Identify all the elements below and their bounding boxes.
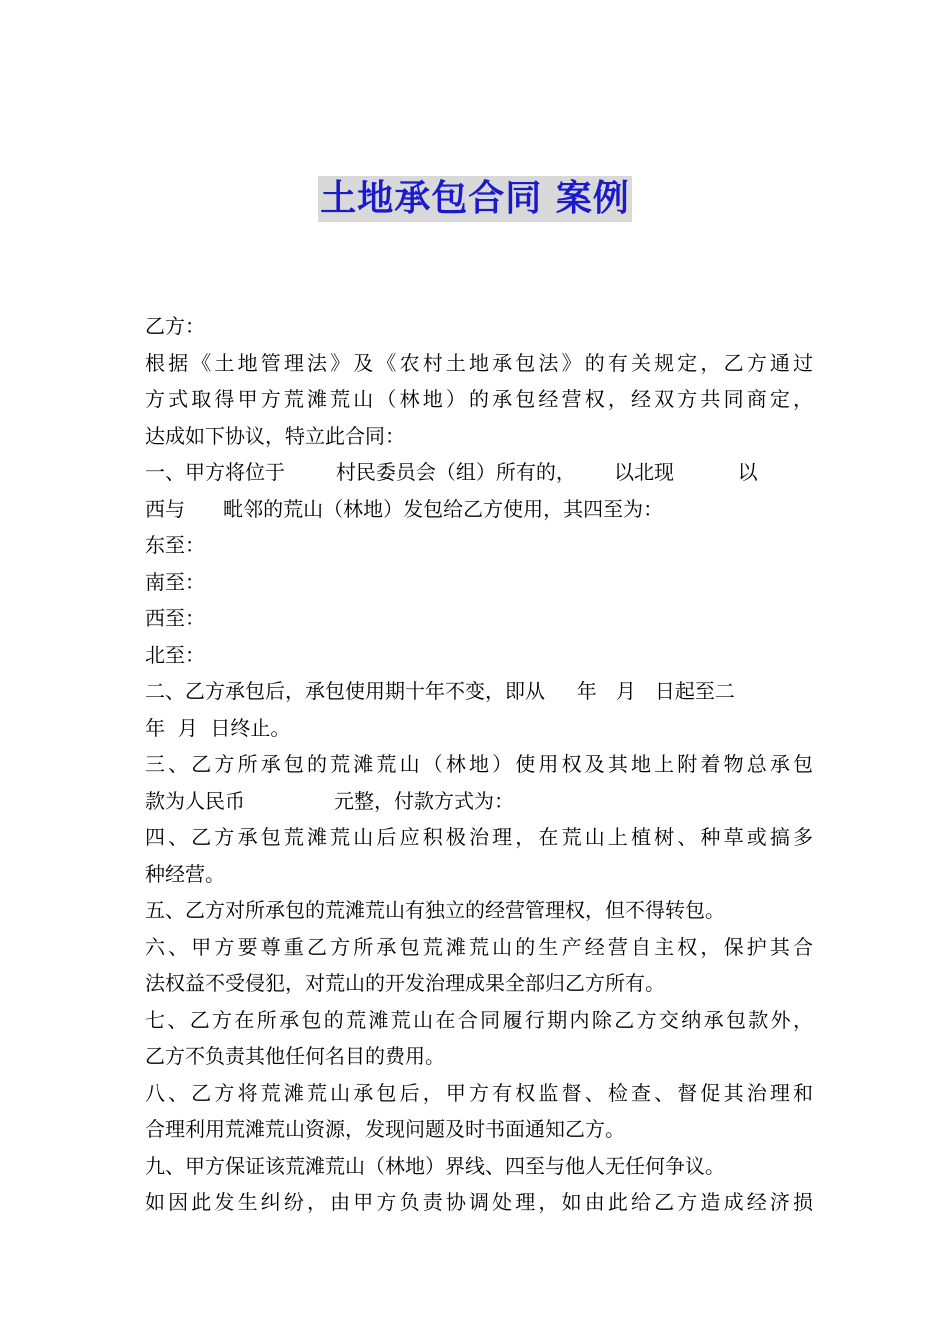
body-line: 南至：: [145, 569, 205, 594]
body-line: 方式取得甲方荒滩荒山（林地）的承包经营权，经双方共同商定，: [145, 387, 813, 411]
body-line: 达成如下协议，特立此合同：: [145, 423, 405, 448]
body-line: 七、乙方在所承包的荒滩荒山在合同履行期内除乙方交纳承包款外，: [145, 1007, 813, 1032]
title-block: [0, 176, 950, 222]
document-title: 土地承包合同 案例: [318, 176, 632, 222]
body-line: 法权益不受侵犯，对荒山的开发治理成果全部归乙方所有。: [145, 971, 665, 995]
body-line: 北至：: [145, 642, 205, 667]
body-line: 乙方：: [145, 314, 205, 338]
body-line: 西与 毗邻的荒山（林地）发包给乙方使用，其四至为：: [145, 496, 664, 521]
body-line: 如因此发生纠纷，由甲方负责协调处理，如由此给乙方造成经济损: [145, 1190, 813, 1214]
body-line: 五、乙方对所承包的荒滩荒山有独立的经营管理权，但不得转包。: [145, 898, 725, 922]
document-body: [145, 308, 813, 1221]
body-line: 种经营。: [145, 861, 225, 886]
body-line: 六、甲方要尊重乙方所承包荒滩荒山的生产经营自主权，保护其合: [145, 934, 813, 959]
body-line: 四、乙方承包荒滩荒山后应积极治理，在荒山上植树、种草或搞多: [145, 825, 813, 849]
body-line: 西至：: [145, 606, 205, 630]
body-line: 二、乙方承包后，承包使用期十年不变，即从 年 月 日起至二: [145, 679, 735, 703]
body-line: 一、甲方将位于 村民委员会（组）所有的， 以北现 以: [145, 460, 758, 484]
body-line: 三、乙方所承包的荒滩荒山（林地）使用权及其地上附着物总承包: [145, 752, 813, 776]
body-line: 东至：: [145, 533, 205, 557]
body-line: 款为人民币 元整，付款方式为：: [145, 788, 515, 813]
body-line: 九、甲方保证该荒滩荒山（林地）界线、四至与他人无任何争议。: [145, 1153, 725, 1178]
body-line: 根据《土地管理法》及《农村土地承包法》的有关规定，乙方通过: [145, 350, 813, 375]
body-line: 八、乙方将荒滩荒山承包后，甲方有权监督、检查、督促其治理和: [145, 1080, 813, 1105]
body-line: 乙方不负责其他任何名目的费用。: [145, 1044, 445, 1068]
body-line: 合理利用荒滩荒山资源，发现问题及时书面通知乙方。: [145, 1117, 625, 1141]
body-line: 年 月 日终止。: [145, 715, 291, 740]
